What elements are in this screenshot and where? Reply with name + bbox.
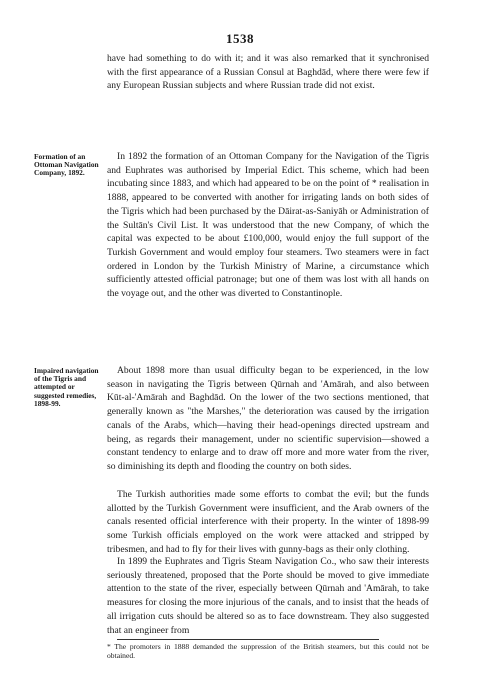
paragraph-4 [107, 488, 429, 557]
margin-note-formation: Formation of an Ottoman Navigation Company, 1892. [34, 152, 99, 178]
footnote: * The promoters in 1888 demanded the suppression of the British steamers, but this could not be obtained. [107, 642, 429, 660]
paragraph-text: The Turkish authorities made some efforts to combat the evil; but the funds allotted by the Turkish Government were insufficient, and the Arab owners of the canals resented official interference with their property. In the winter of 1898-99 some Turkish officials employed on the work were attacked and stripped by tribesmen, and had to fly for their lives with gunny-bags as their only clothing. [107, 489, 429, 555]
paragraph-text: About 1898 more than usual difficulty began to be experienced, in the low season in navigating the Tigris between Qūrnah and 'Amārah, and also between Kūt-al-'Amārah and Baghdād. On the lower of the two sections mentioned, that generally known as "the Marshes," the deterioration was caused by the irrigation canals of the Arabs, which—having their head-openings directed upstream and being, as regards their management, under no scientific supervision—showed a constant tendency to enlarge and to draw off more and more water from the river, so diminishing its depth and flooding the country on both sides. [107, 365, 429, 472]
paragraph-1 [107, 52, 429, 93]
paragraph-text: In 1892 the formation of an Ottoman Company for the Navigation of the Tigris and Euphrates was authorised by Imperial Edict. This scheme, which had been incubating since 1883, and which had appeared to be on the point of * realisation in 1888, appeared to be converted with another for irrigating lands on both sides of the Tigris which had been purchased by the Dāirat-as-Saniyāh or Administration of the Sultān's Civil List. It was understood that the new Company, of which the capital was expected to be about £100,000, would enjoy the full support of the Turkish Government and would employ four steamers. Two steamers were in fact ordered in London by the Turkish Ministry of Marine, a circumstance which sufficiently attested official patronage; but one of them was lost with all hands on the voyage out, and the other was diverted to Constantinople. [107, 151, 429, 300]
paragraph-text: In 1899 the Euphrates and Tigris Steam Navigation Co., who saw their interests seriously threatened, proposed that the Porte should be moved to give immediate attention to the state of the river, especially between Qūrnah and 'Amārah, to take measures for closing the more injurious of the canals, and to insist that the heads of all irrigation cuts should be altered so as to face downstream. They also suggested that an engineer from [107, 556, 429, 636]
paragraph-2 [107, 150, 429, 301]
paragraph-text: have had something to do with it; and it was also remarked that it synchronised with the first appearance of a Russian Consul at Baghdād, where there were few if any European Russian subjects and where Russian trade did not exist. [107, 53, 429, 92]
margin-note-impaired: Impaired navigation of the Tigris and attempted or suggested remedies, 1898-99. [34, 366, 99, 408]
footnote-rule [117, 639, 379, 640]
paragraph-3 [107, 364, 429, 474]
page-number: 1538 [226, 31, 254, 46]
paragraph-5 [107, 555, 429, 637]
